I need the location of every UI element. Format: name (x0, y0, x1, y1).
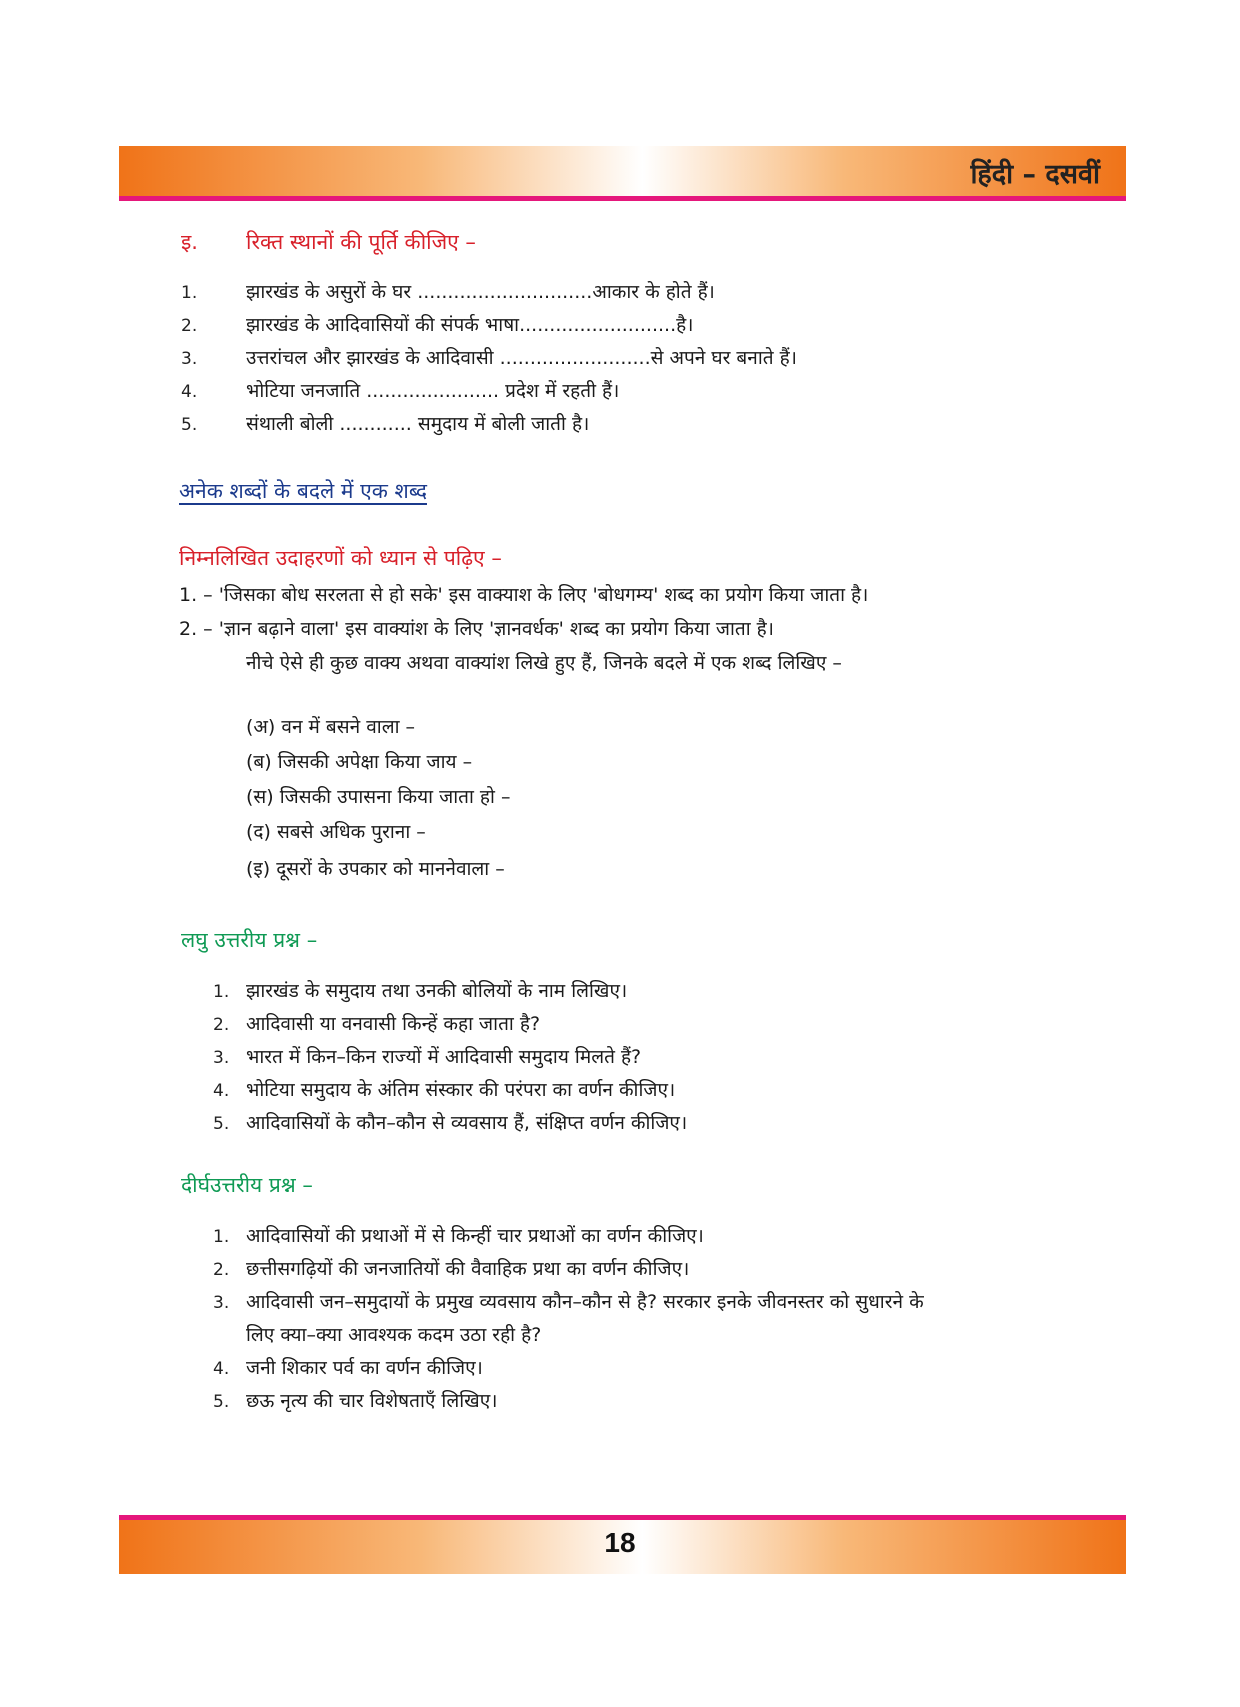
fill-blank-num-1: 1. (181, 283, 198, 303)
short-answer-num-5: 5. (213, 1114, 230, 1134)
short-answer-item-3: भारत में किन–किन राज्यों में आदिवासी समुदाय मिलते हैं? (246, 1046, 642, 1068)
short-answer-heading: लघु उत्तरीय प्रश्न – (181, 928, 318, 952)
long-answer-item-3: आदिवासी जन–समुदायों के प्रमुख व्यवसाय कौन–कौन से है? सरकार इनके जीवनस्तर को सुधारने के (246, 1291, 924, 1313)
one-word-item-d: (द) सबसे अधिक पुराना – (246, 821, 426, 843)
fill-blank-item-1: झारखंड के असुरों के घर .............................आकार के होते हैं। (246, 281, 715, 303)
long-answer-item-2: छत्तीसगढ़ियों की जनजातियों की वैवाहिक प्रथा का वर्णन कीजिए। (246, 1258, 690, 1280)
long-answer-num-3: 3. (213, 1293, 230, 1313)
short-answer-item-2: आदिवासी या वनवासी किन्हें कहा जाता है? (246, 1013, 541, 1035)
one-word-heading: अनेक शब्दों के बदले में एक शब्द (179, 479, 427, 503)
fill-blank-num-3: 3. (181, 349, 198, 369)
short-answer-num-1: 1. (213, 982, 230, 1002)
long-answer-num-1: 1. (213, 1227, 230, 1247)
long-answer-item-1: आदिवासियों की प्रथाओं में से किन्हीं चार प्रथाओं का वर्णन कीजिए। (246, 1225, 704, 1247)
fill-blank-num-4: 4. (181, 382, 198, 402)
page-number: 18 (604, 1527, 636, 1558)
short-answer-item-1: झारखंड के समुदाय तथा उनकी बोलियों के नाम लिखिए। (246, 980, 628, 1002)
short-answer-num-4: 4. (213, 1081, 230, 1101)
fill-blank-item-3: उत्तरांचल और झारखंड के आदिवासी .........................से अपने घर बनाते हैं। (246, 347, 797, 369)
one-word-item-a: (अ) वन में बसने वाला – (246, 716, 416, 738)
section-marker: इ. (181, 230, 198, 254)
long-answer-heading: दीर्घउत्तरीय प्रश्न – (181, 1173, 313, 1197)
fill-blanks-heading: रिक्त स्थानों की पूर्ति कीजिए – (246, 230, 476, 254)
example-1: 1. – 'जिसका बोध सरलता से हो सके' इस वाक्याश के लिए 'बोधगम्य' शब्द का प्रयोग किया जाता है। (179, 584, 869, 606)
short-answer-num-2: 2. (213, 1015, 230, 1035)
short-answer-item-4: भोटिया समुदाय के अंतिम संस्कार की परंपरा का वर्णन कीजिए। (246, 1079, 676, 1101)
long-answer-num-2: 2. (213, 1260, 230, 1280)
short-answer-item-5: आदिवासियों के कौन–कौन से व्यवसाय हैं, संक्षिप्त वर्णन कीजिए। (246, 1112, 688, 1134)
header-title: हिंदी – दसवीं (970, 159, 1100, 190)
short-answer-num-3: 3. (213, 1048, 230, 1068)
fill-blank-num-5: 5. (181, 415, 198, 435)
one-word-item-i: (इ) दूसरों के उपकार को माननेवाला – (246, 858, 505, 880)
long-answer-num-4: 4. (213, 1359, 230, 1379)
long-answer-item-4: जनी शिकार पर्व का वर्णन कीजिए। (246, 1357, 483, 1379)
fill-blank-num-2: 2. (181, 316, 198, 336)
fill-blank-item-2: झारखंड के आदिवासियों की संपर्क भाषा..........................है। (246, 314, 694, 336)
one-word-instruction: नीचे ऐसे ही कुछ वाक्य अथवा वाक्यांश लिखे हुए हैं, जिनके बदले में एक शब्द लिखिए – (246, 652, 842, 674)
fill-blank-item-5: संथाली बोली ............ समुदाय में बोली जाती है। (246, 413, 590, 435)
one-word-item-s: (स) जिसकी उपासना किया जाता हो – (246, 786, 511, 808)
long-answer-item-5: छऊ नृत्य की चार विशेषताएँ लिखिए। (246, 1390, 498, 1412)
examples-heading: निम्नलिखित उदाहरणों को ध्यान से पढ़िए – (179, 546, 502, 570)
one-word-item-b: (ब) जिसकी अपेक्षा किया जाय – (246, 751, 473, 773)
fill-blank-item-4: भोटिया जनजाति ...................... प्रदेश में रहती हैं। (246, 380, 620, 402)
long-answer-item-3-cont: लिए क्या–क्या आवश्यक कदम उठा रही है? (246, 1324, 542, 1346)
long-answer-num-5: 5. (213, 1392, 230, 1412)
example-2: 2. – 'ज्ञान बढ़ाने वाला' इस वाक्यांश के लिए 'ज्ञानवर्धक' शब्द का प्रयोग किया जाता है। (179, 618, 774, 640)
header-rule (119, 196, 1126, 201)
